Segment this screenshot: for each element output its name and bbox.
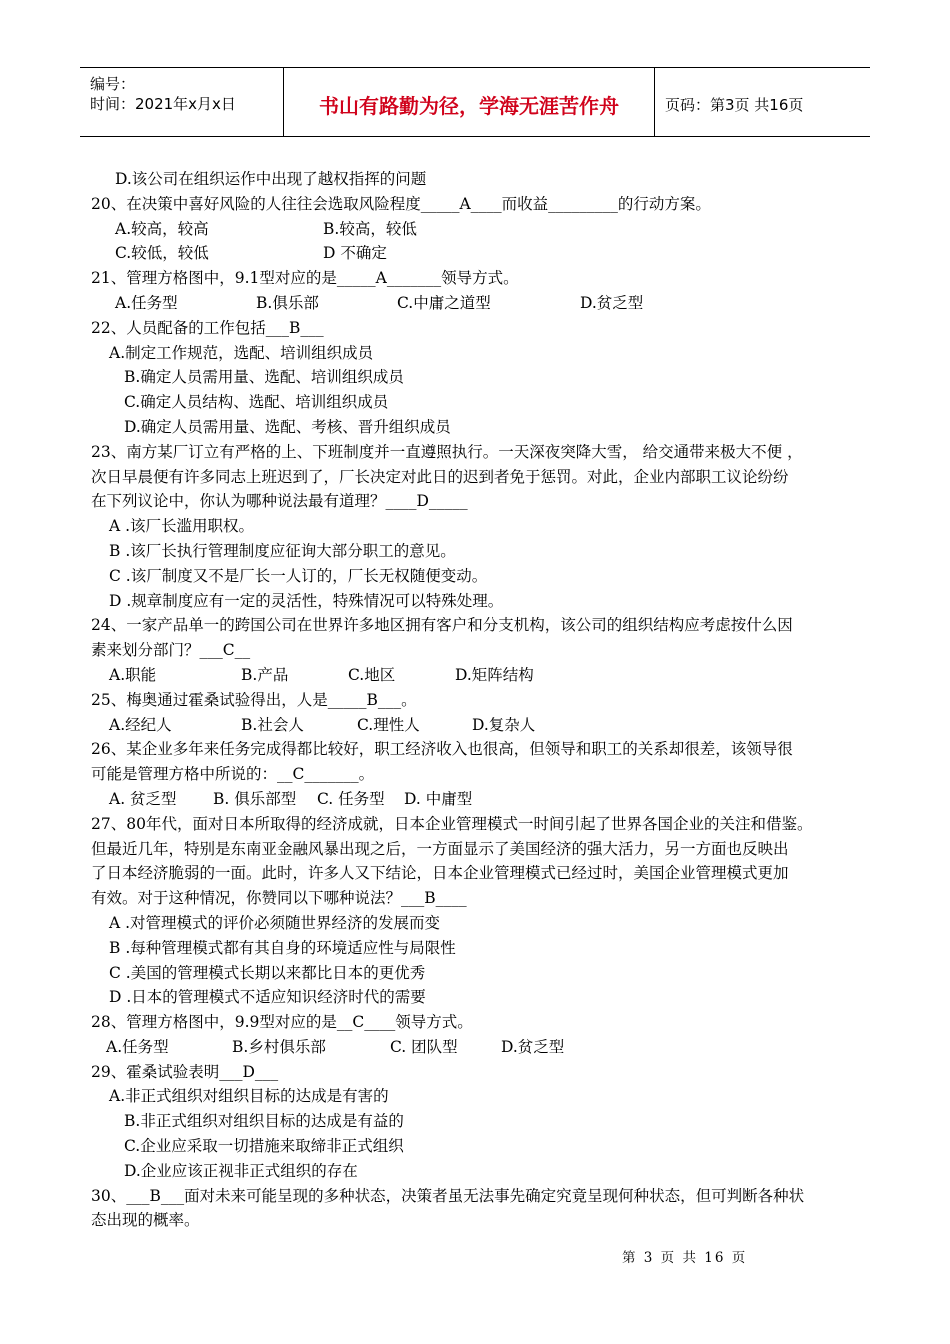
option-c: C.企业应采取一切措施来取缔非正式组织 <box>124 1137 404 1156</box>
header-meta <box>80 68 283 136</box>
option-a: A.职能 <box>109 665 157 684</box>
option-b: B.乡村俱乐部 <box>232 1037 326 1056</box>
option-c: C.理性人 <box>357 715 420 734</box>
text-line: 次日早晨便有许多同志上班迟到了，厂长决定对此日的迟到者免于惩罚。对此，企业内部职工议论纷纷 <box>91 467 789 486</box>
option-a: A.任务型 <box>115 293 178 312</box>
question-22: 22、人员配备的工作包括___B___ <box>91 318 324 337</box>
text-line: 在下列议论中，你认为哪种说法最有道理？____D_____ <box>91 492 468 511</box>
question-21-options <box>91 291 871 316</box>
document-header <box>80 67 870 137</box>
option-d: D 不确定 <box>323 244 387 263</box>
option-d: D.矩阵结构 <box>455 665 534 684</box>
option-d: D.贫乏型 <box>501 1037 565 1056</box>
option-d: D.确定人员需用量、选配、考核、晋升组织成员 <box>124 417 451 436</box>
question-28: 28、管理方格图中，9.9型对应的是__C____领导方式。 <box>91 1013 473 1032</box>
question-25-options <box>91 713 871 738</box>
option-c: C .该厂制度又不是厂长一人订的，厂长无权随便变动。 <box>109 566 488 585</box>
question-21: 21、管理方格图中，9.1型对应的是_____A_______领导方式。 <box>91 269 519 288</box>
option-b: B.确定人员需用量、选配、培训组织成员 <box>124 368 404 387</box>
option-c: C.确定人员结构、选配、培训组织成员 <box>124 393 389 412</box>
option-b: B .该厂长执行管理制度应征询大部分职工的意见。 <box>109 541 456 560</box>
question-28-options <box>91 1035 871 1060</box>
option-c: C.地区 <box>348 665 396 684</box>
option-a: A. 贫乏型 <box>109 789 177 808</box>
option-c: C.较低，较低 <box>115 244 209 263</box>
question-29: 29、霍桑试验表明___D___ <box>91 1062 279 1081</box>
question-30: 30、___B___面对未来可能呈现的多种状态，决策者虽无法事先确定究竟呈现何种状态，但可判断各种状 <box>91 1186 805 1205</box>
document-time-label: 时间：2021年x月x日 <box>90 95 236 113</box>
option-b: B.非正式组织对组织目标的达成是有益的 <box>124 1112 404 1131</box>
question-27: 27、80年代，面对日本所取得的经济成就，日本企业管理模式一时间引起了世界各国企业的关注和借鉴。 <box>91 814 813 833</box>
text-line: 态出现的概率。 <box>91 1211 200 1230</box>
option-d: D .日本的管理模式不适应知识经济时代的需要 <box>109 988 426 1007</box>
text-line: 但最近几年，特别是东南亚金融风暴出现之后，一方面显示了美国经济的强大活力，另一方面也反映出 <box>91 839 789 858</box>
option-b: B.较高，较低 <box>323 219 417 238</box>
text-line: 有效。对于这种情况，你赞同以下哪种说法？___B____ <box>91 889 467 908</box>
option-d: D.企业应该正视非正式组织的存在 <box>124 1161 358 1180</box>
question-26-options <box>91 787 871 812</box>
option-a: A.较高，较高 <box>115 219 209 238</box>
text-line: 可能是管理方格中所说的：__C_______。 <box>91 765 375 784</box>
option-c: C.中庸之道型 <box>397 293 491 312</box>
option-d: D.贫乏型 <box>580 293 644 312</box>
option-b: B. 俱乐部型 <box>213 789 297 808</box>
option-a: A .对管理模式的评价必须随世界经济的发展而变 <box>109 913 441 932</box>
question-20: 20、在决策中喜好风险的人往往会选取风险程度_____A____而收益_________的行动方案。 <box>91 194 711 213</box>
question-20-options-row1 <box>91 217 871 242</box>
option-a: A.制定工作规范，选配、培训组织成员 <box>109 343 374 362</box>
option-a: A.非正式组织对组织目标的达成是有害的 <box>109 1087 389 1106</box>
option-c: C. 任务型 <box>317 789 385 808</box>
question-24: 24、一家产品单一的跨国公司在世界许多地区拥有客户和分支机构，该公司的组织结构应考虑按什么因 <box>91 616 793 635</box>
question-content <box>91 167 871 1233</box>
question-20-options-row2 <box>91 241 871 266</box>
option-b: B.社会人 <box>241 715 304 734</box>
document-number-label: 编号： <box>90 75 136 93</box>
option-a: A .该厂长滥用职权。 <box>109 517 255 536</box>
question-26: 26、某企业多年来任务完成得都比较好，职工经济收入也很高，但领导和职工的关系却很差，该领导很 <box>91 740 793 759</box>
option-d: D .规章制度应有一定的灵活性，特殊情况可以特殊处理。 <box>109 591 504 610</box>
question-25: 25、梅奥通过霍桑试验得出，人是_____B___。 <box>91 690 417 709</box>
text-line: 了日本经济脆弱的一面。此时，许多人又下结论，日本企业管理模式已经过时，美国企业管理模式更加 <box>91 864 789 883</box>
question-23: 23、南方某厂订立有严格的上、下班制度并一直遵照执行。一天深夜突降大雪， 给交通带来极大不便 ， <box>91 442 803 461</box>
text-line: 素来划分部门？___C__ <box>91 641 251 660</box>
option-d: D. 中庸型 <box>404 789 473 808</box>
option-c: C .美国的管理模式长期以来都比日本的更优秀 <box>109 963 426 982</box>
option-c: C. 团队型 <box>390 1037 458 1056</box>
question-24-options <box>91 663 871 688</box>
option-b: B.俱乐部 <box>256 293 319 312</box>
text-line: D.该公司在组织运作中出现了越权指挥的问题 <box>115 170 427 188</box>
option-a: A.经纪人 <box>109 715 172 734</box>
page-footer: 第 3 页 共 16 页 <box>622 1250 748 1266</box>
header-motto: 书山有路勤为径，学海无涯苦作舟 <box>283 68 655 136</box>
option-b: B .每种管理模式都有其自身的环境适应性与局限性 <box>109 938 456 957</box>
option-d: D.复杂人 <box>472 715 536 734</box>
option-a: A.任务型 <box>106 1037 169 1056</box>
option-b: B.产品 <box>241 665 289 684</box>
header-page-number: 页码：第3页 共16页 <box>665 95 804 114</box>
